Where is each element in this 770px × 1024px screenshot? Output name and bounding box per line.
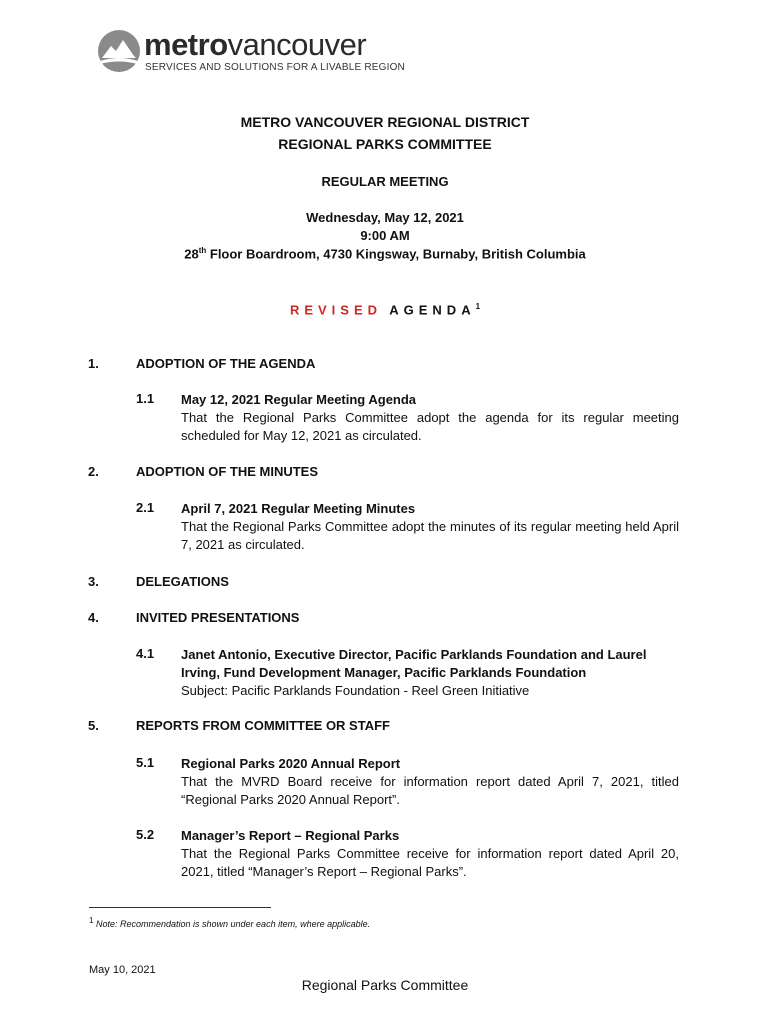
mountain-logo-icon <box>96 28 142 74</box>
section-number: 1. <box>88 356 99 371</box>
item-recommendation: That the MVRD Board receive for information report dated April 7, 2021, titled “Regional Parks 2020 Annual Report”. <box>181 774 679 807</box>
logo-wordmark-metro: metro <box>144 27 228 62</box>
item-number: 5.2 <box>136 827 155 842</box>
meeting-type: REGULAR MEETING <box>321 174 449 189</box>
document-title-line2: REGIONAL PARKS COMMITTEE <box>278 136 492 152</box>
section-title: DELEGATIONS <box>136 574 229 589</box>
item-title: May 12, 2021 Regular Meeting Agenda <box>181 392 417 407</box>
revised-agenda-heading <box>0 302 770 317</box>
footer-committee: Regional Parks Committee <box>301 977 469 993</box>
footnote-mark: 1 <box>89 916 94 925</box>
agenda-footnote-mark: 1 <box>475 302 481 311</box>
item-title: Manager’s Report – Regional Parks <box>181 828 400 843</box>
item-title: Janet Antonio, Executive Director, Pacific Parklands Foundation and Laurel Irving, Fund Development Manager, Pacific Parklands Foundation <box>181 647 647 680</box>
item-number: 1.1 <box>136 391 155 406</box>
metro-vancouver-logo <box>96 27 405 78</box>
location-rest: Floor Boardroom, 4730 Kingsway, Burnaby, British Columbia <box>206 246 586 262</box>
footnote-divider <box>89 907 271 908</box>
item-title: Regional Parks 2020 Annual Report <box>181 756 401 771</box>
item-title: April 7, 2021 Regular Meeting Minutes <box>181 501 416 516</box>
logo-wordmark <box>144 28 366 62</box>
location-floor: 28 <box>184 246 199 262</box>
section-number: 3. <box>88 574 99 589</box>
section-number: 2. <box>88 464 99 479</box>
logo-wordmark-vancouver: vancouver <box>227 27 367 62</box>
item-recommendation: That the Regional Parks Committee adopt the minutes of its regular meeting held April 7, 2021 as circulated. <box>181 519 679 552</box>
item-number: 2.1 <box>136 500 155 515</box>
revised-label: REVISED <box>289 302 383 318</box>
item-recommendation: That the Regional Parks Committee adopt the agenda for its regular meeting scheduled for May 12, 2021 as circulated. <box>181 410 679 443</box>
section-title: ADOPTION OF THE AGENDA <box>136 356 316 371</box>
section-title: REPORTS FROM COMMITTEE OR STAFF <box>136 718 390 733</box>
location-floor-suffix: th <box>198 246 207 255</box>
document-title-line1: METRO VANCOUVER REGIONAL DISTRICT <box>240 114 530 130</box>
logo-tagline: SERVICES AND SOLUTIONS FOR A LIVABLE REGION <box>145 62 405 73</box>
section-title: INVITED PRESENTATIONS <box>136 610 300 625</box>
item-subject: Subject: Pacific Parklands Foundation - Reel Green Initiative <box>181 683 530 698</box>
item-number: 4.1 <box>136 646 155 661</box>
section-number: 4. <box>88 610 99 625</box>
section-title: ADOPTION OF THE MINUTES <box>136 464 318 479</box>
meeting-location <box>0 246 770 261</box>
footer-date: May 10, 2021 <box>89 964 156 976</box>
footnote-text: Note: Recommendation is shown under each item, where applicable. <box>95 919 371 929</box>
section-number: 5. <box>88 718 99 733</box>
meeting-date: Wednesday, May 12, 2021 <box>306 210 464 225</box>
agenda-label: AGENDA <box>389 302 476 318</box>
footnote <box>89 916 370 929</box>
meeting-time: 9:00 AM <box>360 228 410 243</box>
item-recommendation: That the Regional Parks Committee receive for information report dated April 20, 2021, titled “Manager’s Report – Regional Parks”. <box>181 846 679 879</box>
item-number: 5.1 <box>136 755 155 770</box>
